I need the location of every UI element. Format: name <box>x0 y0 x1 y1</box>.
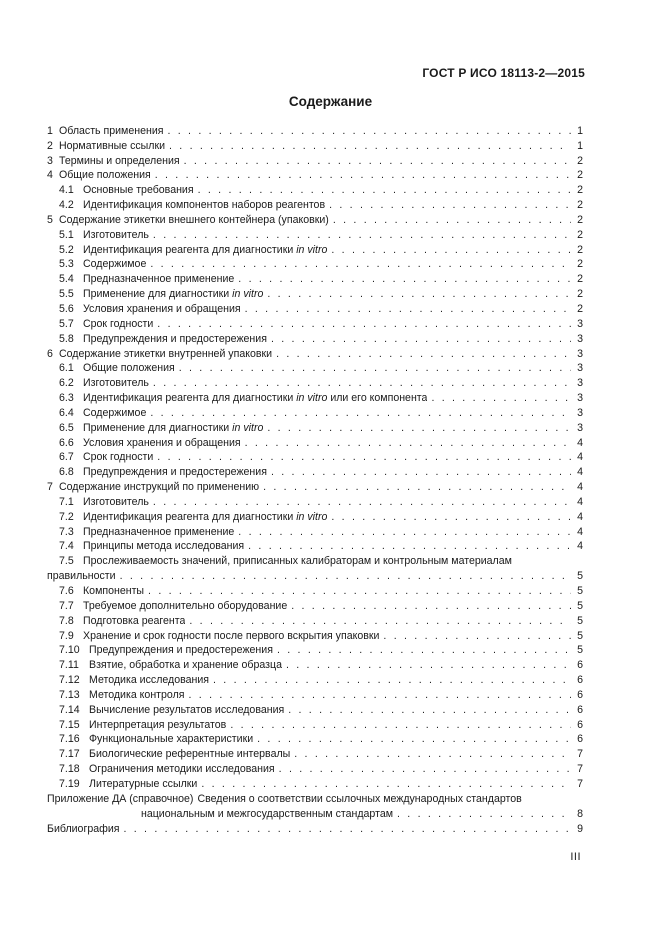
toc-entry-page: 2 <box>577 154 583 167</box>
toc-entry-title: Идентификация реагента для диагностики in vitro <box>83 243 328 256</box>
toc-leader-dots <box>245 437 571 449</box>
toc-leader-dots <box>153 229 571 241</box>
toc-entry-number: 1 <box>47 124 53 137</box>
toc-entry-number: 4.1 <box>59 184 74 197</box>
toc-entry[interactable] <box>47 582 583 597</box>
toc-entry[interactable] <box>47 152 583 167</box>
toc-leader-dots <box>291 600 571 612</box>
toc-entry-page: 1 <box>577 139 583 152</box>
toc-entry-number: 7.16 <box>59 733 80 746</box>
toc-leader-dots <box>271 466 571 478</box>
toc-entry-title: Содержание инструкций по применению <box>59 481 260 494</box>
toc-entry[interactable] <box>47 552 583 567</box>
toc-entry-number: 5.6 <box>59 302 74 315</box>
toc-entry-page: 4 <box>577 495 583 508</box>
toc-entry-page: 5 <box>577 644 583 657</box>
toc-entry-page: 2 <box>577 213 583 226</box>
toc-entry[interactable] <box>47 449 583 464</box>
toc-leader-dots <box>431 392 571 404</box>
toc-entry[interactable] <box>47 671 583 686</box>
toc-entry-title: Функциональные характеристики <box>89 733 254 746</box>
toc-entry-page: 3 <box>577 406 583 419</box>
toc-entry-page: 1 <box>577 124 583 137</box>
toc-entry-number: 6.2 <box>59 377 74 390</box>
toc-entry[interactable] <box>47 256 583 271</box>
toc-entry-title: Применение для диагностики in vitro <box>83 288 264 301</box>
toc-leader-dots <box>279 763 571 775</box>
toc-entry-page: 6 <box>577 688 583 701</box>
toc-leader-dots <box>267 422 571 434</box>
toc-leader-dots <box>167 125 571 137</box>
toc-entry-number: 7.1 <box>59 495 74 508</box>
toc-entry-number: 4 <box>47 169 53 182</box>
toc-entry[interactable] <box>47 345 583 360</box>
toc-entry-title: Нормативные ссылки <box>59 139 166 152</box>
toc-entry-title: Общие положения <box>59 169 151 182</box>
toc-entry-title: Условия хранения и обращения <box>83 436 241 449</box>
toc-entry-page: 4 <box>577 481 583 494</box>
toc-entry-page: 3 <box>577 362 583 375</box>
toc-leader-dots <box>153 377 571 389</box>
toc-entry[interactable] <box>47 493 583 508</box>
toc-leader-dots <box>169 140 571 152</box>
toc-entry-page: 7 <box>577 763 583 776</box>
toc-leader-dots <box>277 644 571 656</box>
toc-entry-page: 5 <box>577 629 583 642</box>
toc-leader-dots <box>189 689 572 701</box>
toc-entry-number: 7.5 <box>59 555 74 568</box>
toc-entry-number: 7.3 <box>59 525 74 538</box>
toc-entry-number: 6.4 <box>59 406 74 419</box>
toc-entry[interactable] <box>47 389 583 404</box>
toc-leader-dots <box>276 348 571 360</box>
toc-leader-dots <box>331 244 571 256</box>
toc-entry-number: 7.11 <box>59 659 79 672</box>
toc-entry-number: 5.1 <box>59 228 74 241</box>
toc-entry-title: Термины и определения <box>59 154 180 167</box>
toc-entry-number: 5 <box>47 213 53 226</box>
toc-entry-number: 7.15 <box>59 718 80 731</box>
toc-entry-title: Предупреждения и предостережения <box>83 332 267 345</box>
toc-entry-title: Изготовитель <box>83 495 149 508</box>
toc-entry[interactable] <box>47 434 583 449</box>
toc-entry-title: Условия хранения и обращения <box>83 302 241 315</box>
toc-entry-page: 4 <box>577 451 583 464</box>
toc-entry[interactable] <box>47 775 583 790</box>
toc-entry-number: 5.5 <box>59 288 74 301</box>
toc-leader-dots <box>238 526 571 538</box>
toc-entry-title: Подготовка реагента <box>83 614 186 627</box>
toc-leader-dots <box>123 823 571 835</box>
toc-entry-number: 7.18 <box>59 763 80 776</box>
toc-entry[interactable] <box>47 478 583 493</box>
toc-leader-dots <box>271 333 571 345</box>
toc-annex-continuation <box>47 805 583 820</box>
toc-entry-number: 7.2 <box>59 510 74 523</box>
toc-entry-number: 7.14 <box>59 703 80 716</box>
toc-entry-page: 5 <box>577 570 583 583</box>
toc-entry[interactable] <box>47 463 583 478</box>
toc-leader-dots <box>286 659 571 671</box>
toc-entry-number: 7.6 <box>59 585 74 597</box>
toc-entry[interactable] <box>47 374 583 389</box>
toc-entry[interactable] <box>47 315 583 330</box>
toc-entry-number: 7.17 <box>59 748 80 761</box>
toc-entry-page: 4 <box>577 540 583 553</box>
toc-entry-page: 2 <box>577 243 583 256</box>
toc-leader-dots <box>333 214 571 226</box>
toc-entry-page: 2 <box>577 258 583 271</box>
toc-leader-dots <box>397 808 571 820</box>
toc-leader-dots <box>294 748 571 760</box>
toc-entry[interactable] <box>47 167 583 182</box>
toc-entry-title: Хранение и срок годности после первого вскрытия упаковки <box>83 629 380 642</box>
toc-entry-number: 7 <box>47 481 53 494</box>
toc-entry[interactable] <box>47 196 583 211</box>
toc-leader-dots <box>383 630 571 642</box>
toc-entry-page: 2 <box>577 302 583 315</box>
toc-entry-continuation <box>47 567 583 582</box>
toc-entry-page: 6 <box>577 733 583 746</box>
toc-entry-title: Срок годности <box>83 317 154 330</box>
toc-entry-page: 6 <box>577 659 583 672</box>
toc-annex-entry[interactable] <box>47 790 583 805</box>
toc-annex-title: Сведения о соответствии ссылочных международных стандартов <box>197 792 522 805</box>
toc-entry-number: 5.3 <box>59 258 74 271</box>
toc-entry-number: 6.8 <box>59 466 74 479</box>
toc-entry-page: 3 <box>577 317 583 330</box>
toc-entry-title: Срок годности <box>83 451 154 464</box>
toc-entry[interactable] <box>47 716 583 731</box>
toc-entry-page: 7 <box>577 777 583 790</box>
toc-leader-dots <box>248 540 571 552</box>
toc-entry-title: Предназначенное применение <box>83 273 235 286</box>
toc-entry-number: 6.7 <box>59 451 74 464</box>
toc-entry[interactable] <box>47 360 583 375</box>
toc-entry-page: 5 <box>577 599 583 612</box>
toc-entry[interactable] <box>47 731 583 746</box>
toc-entry[interactable] <box>47 701 583 716</box>
toc-entry-title: Вычисление результатов исследования <box>89 703 285 716</box>
toc-entry-title: Изготовитель <box>83 228 149 241</box>
toc-entry[interactable] <box>47 597 583 612</box>
toc-entry-title: Интерпретация результатов <box>89 718 227 731</box>
toc-entry[interactable] <box>47 241 583 256</box>
toc-entry-number: 6.1 <box>59 362 74 375</box>
toc-leader-dots <box>155 169 571 181</box>
toc-annex-page: 8 <box>577 807 583 820</box>
toc-entry-page: 3 <box>577 332 583 345</box>
toc-entry[interactable] <box>47 137 583 152</box>
toc-leader-dots <box>153 496 571 508</box>
toc-entry-page: 6 <box>577 718 583 731</box>
toc-entry[interactable] <box>47 226 583 241</box>
toc-leader-dots <box>179 362 571 374</box>
toc-entry-number: 5.2 <box>59 243 74 256</box>
toc-entry-page: 3 <box>577 347 583 360</box>
toc-annex-label: Приложение ДА (справочное) <box>47 792 194 805</box>
toc-annex-title-continuation: национальным и межгосударственным стандартам <box>141 807 393 820</box>
toc-leader-dots <box>267 288 571 300</box>
toc-entry-title: Идентификация реагента для диагностики in vitro или его компонента <box>83 392 428 405</box>
toc-entry[interactable] <box>47 642 583 657</box>
toc-entry-title: Содержимое <box>83 258 147 271</box>
toc-entry-title: Содержание этикетки внешнего контейнера (упаковки) <box>59 213 329 226</box>
toc-entry[interactable] <box>47 270 583 285</box>
toc-entry-page: 2 <box>577 169 583 182</box>
table-of-contents <box>47 122 583 835</box>
toc-entry-title: Идентификация компонентов наборов реагентов <box>83 199 326 212</box>
toc-entry-number: 7.8 <box>59 614 74 627</box>
toc-entry-page: 2 <box>577 228 583 241</box>
page-title: Содержание <box>288 94 373 109</box>
toc-leader-dots <box>157 451 571 463</box>
toc-leader-dots <box>150 258 571 270</box>
toc-entry-title: Принципы метода исследования <box>83 540 245 553</box>
toc-leader-dots <box>238 273 571 285</box>
toc-entry-number: 7.12 <box>59 674 80 687</box>
toc-entry-title: Биологические референтные интервалы <box>89 748 291 761</box>
toc-entry-number: 5.7 <box>59 317 74 330</box>
toc-entry[interactable] <box>47 211 583 226</box>
toc-leader-dots <box>213 674 571 686</box>
toc-leader-dots <box>150 407 571 419</box>
toc-entry[interactable] <box>47 686 583 701</box>
toc-entry[interactable] <box>47 760 583 775</box>
toc-entry-number: 7.19 <box>59 777 80 790</box>
toc-entry-number: 3 <box>47 154 53 167</box>
toc-entry-title-continuation: правильности <box>47 570 116 583</box>
toc-entry-number: 5.8 <box>59 332 74 345</box>
toc-entry[interactable] <box>47 627 583 642</box>
toc-entry[interactable] <box>47 508 583 523</box>
toc-entry-title: Литературные ссылки <box>89 777 198 790</box>
toc-entry[interactable] <box>47 745 583 760</box>
toc-entry-page: 2 <box>577 199 583 212</box>
toc-entry-number: 6.6 <box>59 436 74 449</box>
toc-entry[interactable] <box>47 330 583 345</box>
toc-entry-title: Требуемое дополнительно оборудование <box>83 599 288 612</box>
toc-entry-page: 2 <box>577 184 583 197</box>
toc-entry-title: Общие положения <box>83 362 175 375</box>
toc-entry-page: 2 <box>577 288 583 301</box>
toc-leader-dots <box>157 318 571 330</box>
toc-entry-number: 7.13 <box>59 688 80 701</box>
toc-entry-number: 5.4 <box>59 273 74 286</box>
toc-leader-dots <box>288 704 571 716</box>
toc-entry[interactable] <box>47 404 583 419</box>
toc-leader-dots <box>257 733 571 745</box>
toc-leader-dots <box>230 719 571 731</box>
toc-entry-title: Ограничения методики исследования <box>89 763 275 776</box>
toc-leader-dots <box>184 155 571 167</box>
toc-entry-number: 4.2 <box>59 199 74 212</box>
toc-bibliography-page: 9 <box>577 822 583 835</box>
toc-leader-dots <box>189 615 571 627</box>
toc-entry-number: 7.9 <box>59 629 74 642</box>
toc-entry-number: 6.3 <box>59 392 74 405</box>
toc-bibliography-entry[interactable] <box>47 820 583 835</box>
toc-entry-title: Предназначенное применение <box>83 525 235 538</box>
toc-entry-page: 4 <box>577 466 583 479</box>
toc-entry-page: 3 <box>577 392 583 405</box>
toc-leader-dots <box>198 184 571 196</box>
toc-entry[interactable] <box>47 538 583 553</box>
toc-entry[interactable] <box>47 523 583 538</box>
toc-entry-title: Методика исследования <box>89 674 210 687</box>
toc-entry-title: Идентификация реагента для диагностики in vitro <box>83 510 328 523</box>
toc-entry-page: 4 <box>577 436 583 449</box>
toc-entry-title: Область применения <box>59 124 164 137</box>
toc-entry-page: 6 <box>577 703 583 716</box>
toc-entry-number: 7.7 <box>59 599 74 612</box>
toc-entry[interactable] <box>47 181 583 196</box>
toc-entry[interactable] <box>47 612 583 627</box>
toc-entry-title: Методика контроля <box>89 688 185 701</box>
toc-leader-dots <box>148 585 571 597</box>
toc-entry-page: 3 <box>577 421 583 434</box>
toc-leader-dots <box>201 778 571 790</box>
toc-entry-title: Предупреждения и предостережения <box>83 466 267 479</box>
toc-entry[interactable] <box>47 122 583 137</box>
toc-entry-page: 7 <box>577 748 583 761</box>
toc-entry-title: Основные требования <box>83 184 194 197</box>
toc-entry[interactable] <box>47 285 583 300</box>
page-number: III <box>570 851 581 863</box>
toc-entry-page: 2 <box>577 273 583 286</box>
toc-entry-title: Предупреждения и предостережения <box>89 644 273 657</box>
toc-entry-title: Прослеживаемость значений, приписанных калибраторам и контрольным материалам <box>83 555 512 568</box>
toc-entry-page: 5 <box>577 585 583 597</box>
toc-entry-title: Компоненты <box>83 585 145 597</box>
toc-leader-dots <box>120 570 571 582</box>
toc-leader-dots <box>263 481 571 493</box>
toc-entry-number: 7.4 <box>59 540 74 553</box>
toc-leader-dots <box>245 303 571 315</box>
toc-entry-page: 4 <box>577 510 583 523</box>
toc-entry-page: 6 <box>577 674 583 687</box>
toc-entry[interactable] <box>47 419 583 434</box>
toc-entry-title: Содержимое <box>83 406 147 419</box>
toc-entry-title: Изготовитель <box>83 377 149 390</box>
toc-entry-number: 6.5 <box>59 421 74 434</box>
toc-entry-title: Взятие, обработка и хранение образца <box>89 659 282 672</box>
toc-entry-number: 2 <box>47 139 53 152</box>
toc-leader-dots <box>331 511 571 523</box>
toc-leader-dots <box>329 199 571 211</box>
toc-entry-title: Содержание этикетки внутренней упаковки <box>59 347 273 360</box>
toc-entry-page: 4 <box>577 525 583 538</box>
toc-bibliography-title: Библиография <box>47 822 120 835</box>
toc-entry-number: 7.10 <box>59 644 80 657</box>
document-header: ГОСТ Р ИСО 18113-2—2015 <box>422 66 585 80</box>
toc-entry[interactable] <box>47 300 583 315</box>
toc-entry[interactable] <box>47 656 583 671</box>
toc-entry-number: 6 <box>47 347 53 360</box>
toc-entry-title: Применение для диагностики in vitro <box>83 421 264 434</box>
toc-entry-page: 3 <box>577 377 583 390</box>
toc-entry-page: 5 <box>577 614 583 627</box>
